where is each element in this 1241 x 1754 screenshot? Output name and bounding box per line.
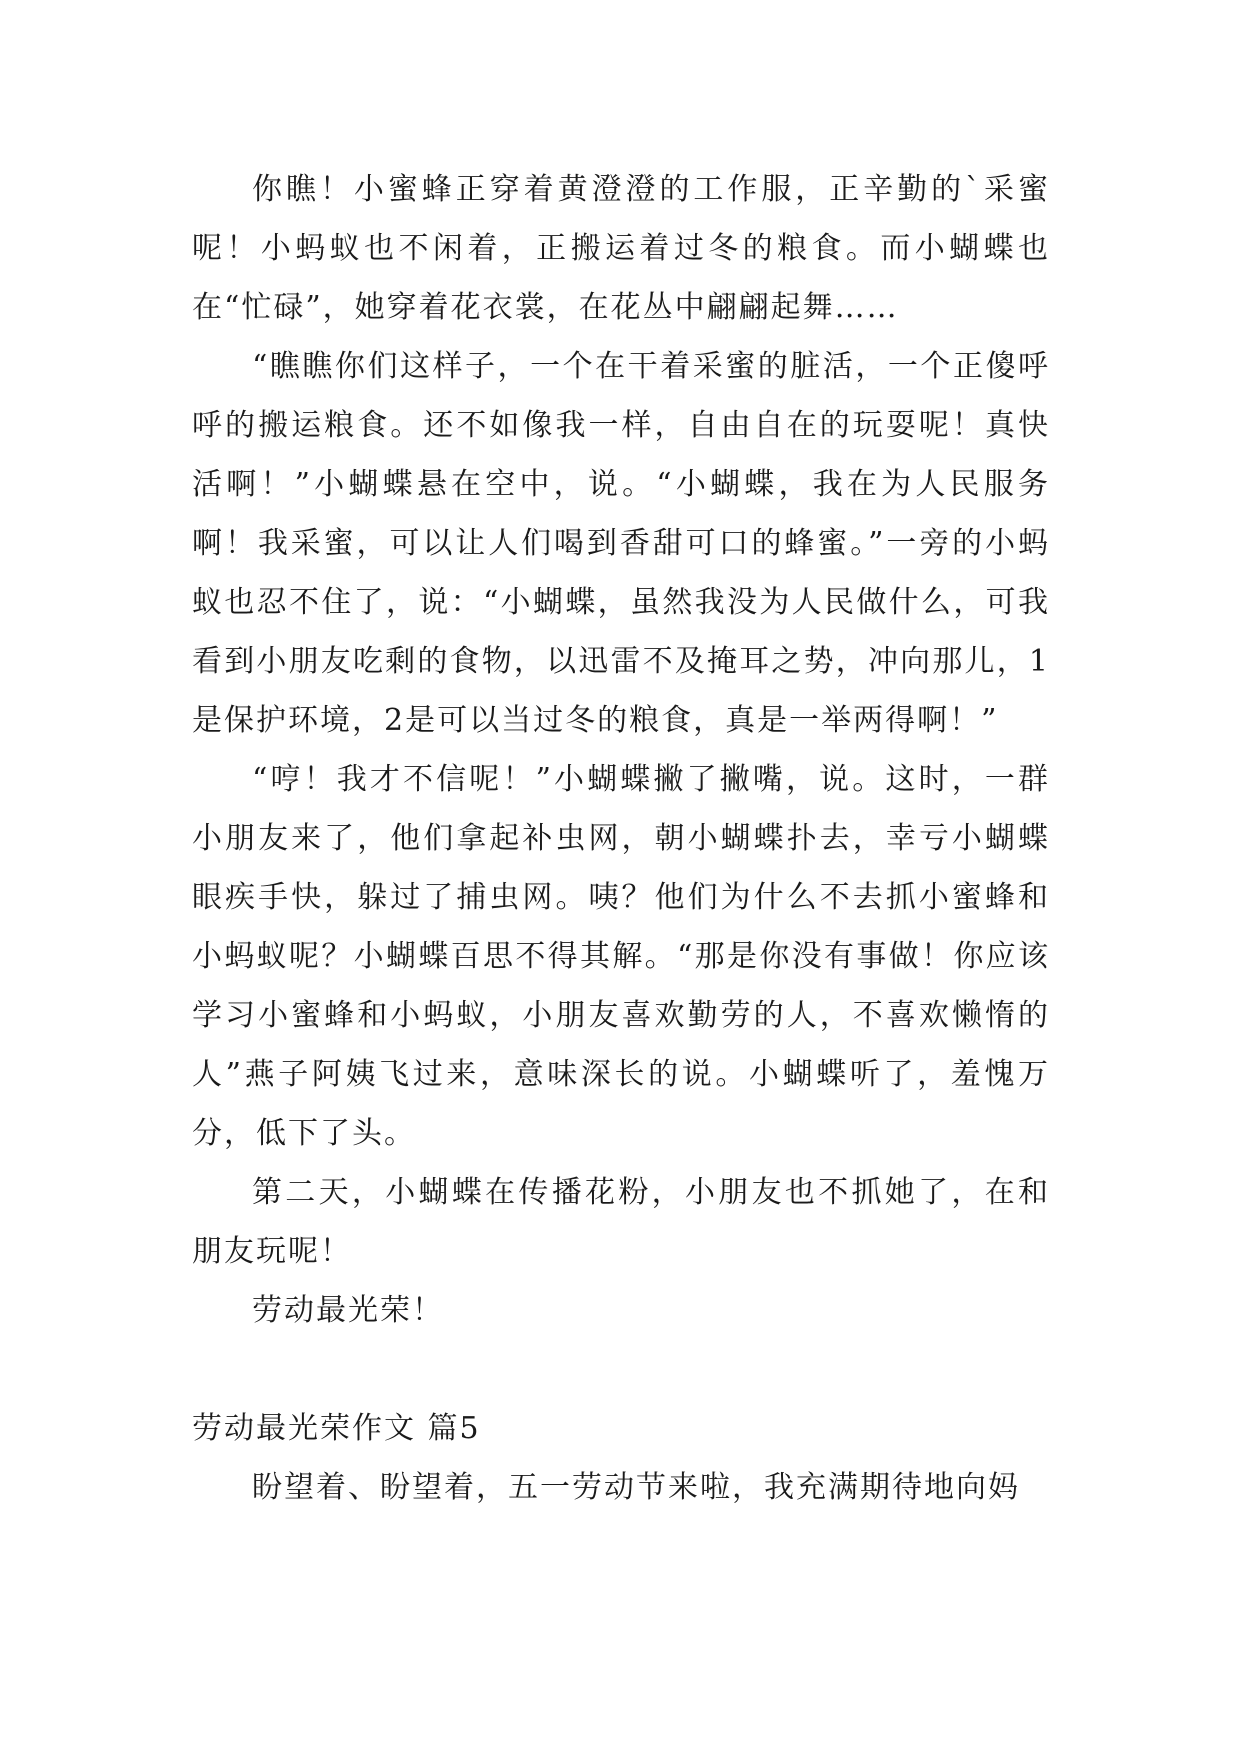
paragraph-may-day: 盼望着、盼望着，五一劳动节来啦，我充满期待地向妈 bbox=[252, 1470, 1020, 1505]
paragraph-bees-ants-butterfly: 你瞧！小蜜蜂正穿着黄澄澄的工作服，正辛勤的`采蜜呢！小蚂蚁也不闲着，正搬运着过冬的粮食。而小蝴蝶也在“忙碌”，她穿着花衣裳，在花丛中翩翩起舞…… bbox=[192, 172, 1050, 325]
paragraph-dialogue: “瞧瞧你们这样子，一个在干着采蜜的脏活，一个正傻呼呼的搬运粮食。还不如像我一样，自由自在的玩耍呢！真快活啊！”小蝴蝶悬在空中，说。“小蝴蝶，我在为人民服务啊！我采蜜，可以让人们喝到香甜可口的蜂蜜。”一旁的小蚂蚁也忍不住了，说：“小蝴蝶，虽然我没为人民做什么，可我看到小朋友吃剩的食物，以迅雷不及掩耳之势，冲向那儿，1是保护环境，2是可以当过冬的粮食，真是一举两得啊！” bbox=[192, 349, 1050, 738]
document-body bbox=[192, 160, 1050, 1517]
section-heading: 劳动最光荣作文 篇5 bbox=[192, 1411, 481, 1446]
paragraph-children-net: “哼！我才不信呢！”小蝴蝶撇了撇嘴，说。这时，一群小朋友来了，他们拿起补虫网，朝小蝴蝶扑去，幸亏小蝴蝶眼疾手快，躲过了捕虫网。咦？他们为什么不去抓小蜜蜂和小蚂蚁呢？小蝴蝶百思不得其解。“那是你没有事做！你应该学习小蜜蜂和小蚂蚁，小朋友喜欢勤劳的人，不喜欢懒惰的人”燕子阿姨飞过来，意味深长的说。小蝴蝶听了，羞愧万分，低下了头。 bbox=[192, 762, 1050, 1151]
paragraph-next-day: 第二天，小蝴蝶在传播花粉，小朋友也不抓她了，在和朋友玩呢！ bbox=[192, 1175, 1050, 1269]
paragraph-conclusion: 劳动最光荣！ bbox=[252, 1293, 444, 1328]
